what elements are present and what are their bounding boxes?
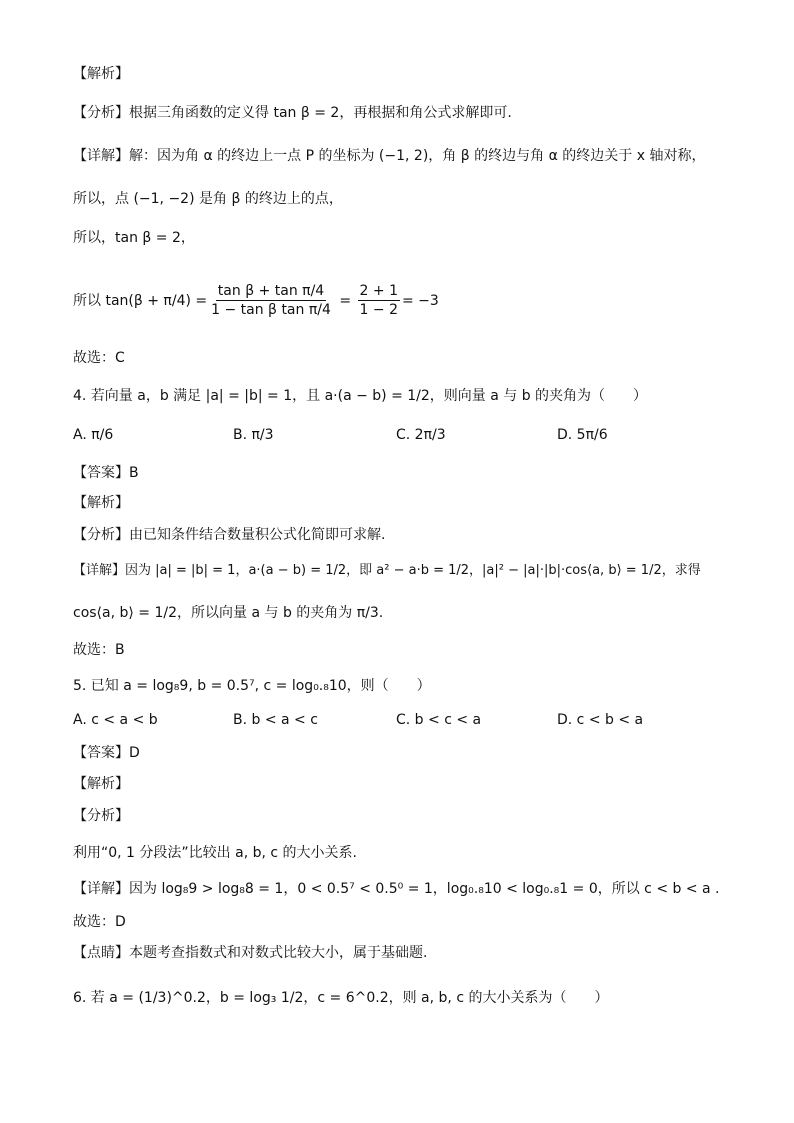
q5-choice: 故选：D bbox=[73, 914, 126, 930]
formula-result: = −3 bbox=[401, 292, 439, 309]
q4-analysis: 【分析】由已知条件结合数量积公式化简即可求解. bbox=[73, 527, 386, 543]
section-jiexi: 【解析】 bbox=[73, 66, 129, 82]
q5-option-a[interactable]: A. c < a < b bbox=[73, 712, 158, 728]
formula-line: 所以 tan(β + π/4) = $\frac{\text{tan β + tan π/4}}{\text{1 − tan β tan π/4}}$ = $\frac{2 + 1}{1 - 2}$ = −3 bbox=[73, 283, 439, 318]
q5-analysis-heading: 【分析】 bbox=[73, 808, 129, 824]
answer-choice-3: 故选：C bbox=[73, 350, 125, 366]
q5-option-b[interactable]: B. b < a < c bbox=[233, 712, 318, 728]
q4-jiexi: 【解析】 bbox=[73, 495, 129, 511]
q4-option-b[interactable]: B. π/3 bbox=[233, 427, 274, 443]
q4-option-d[interactable]: D. 5π/6 bbox=[557, 427, 608, 443]
q4-detail-1: 【详解】因为 |a| = |b| = 1，a·(a − b) = 1/2，即 a² − a·b = 1/2，|a|² − |a|·|b|·cos⟨a, b⟩ = 1/2，求得 bbox=[73, 563, 701, 578]
formula-lead: 所以 tan(β + π/4) = bbox=[73, 292, 208, 309]
q4-choice: 故选：B bbox=[73, 642, 125, 658]
q5-answer: 【答案】D bbox=[73, 745, 140, 761]
q5-option-d[interactable]: D. c < b < a bbox=[557, 712, 644, 728]
q5-dianjing: 【点睛】本题考查指数式和对数式比较大小，属于基础题. bbox=[73, 945, 428, 961]
q4-option-c[interactable]: C. 2π/3 bbox=[396, 427, 446, 443]
detail-paragraph: 【详解】解：因为角 α 的终边上一点 P 的坐标为 (−1, 2)，角 β 的终边与角 α 的终边关于 x 轴对称， bbox=[73, 148, 706, 164]
q5-analysis-text: 利用“0, 1 分段法”比较出 a, b, c 的大小关系. bbox=[73, 845, 357, 861]
formula-tail-fraction bbox=[358, 282, 400, 319]
q5-detail: 【详解】因为 log₈9 > log₈8 = 1，0 < 0.5⁷ < 0.5⁰ = 1，log₀.₈10 < log₀.₈1 = 0，所以 c < b < a . bbox=[73, 881, 720, 897]
formula-tail-denominator: 1 − 2 bbox=[359, 302, 398, 318]
q5-jiexi: 【解析】 bbox=[73, 776, 129, 792]
q4-detail-2: cos⟨a, b⟩ = 1/2，所以向量 a 与 b 的夹角为 π/3. bbox=[73, 605, 384, 621]
formula-main-fraction bbox=[209, 282, 333, 319]
analysis-paragraph: 【分析】根据三角函数的定义得 tan β = 2，再根据和角公式求解即可. bbox=[73, 105, 512, 121]
step-line-2: 所以，tan β = 2， bbox=[73, 230, 195, 246]
q4-option-a[interactable]: A. π/6 bbox=[73, 427, 114, 443]
question-6: 6. 若 a = (1/3)^0.2，b = log₃ 1/2，c = 6^0.2，则 a, b, c 的大小关系为（ ） bbox=[73, 990, 609, 1006]
step-line-1: 所以，点 (−1, −2) 是角 β 的终边上的点， bbox=[73, 191, 343, 207]
formula-tail-numerator: 2 + 1 bbox=[359, 283, 398, 299]
question-5: 5. 已知 a = log₈9, b = 0.5⁷, c = log₀.₈10，则（ ） bbox=[73, 678, 431, 694]
formula-numerator: tan β + tan π/4 bbox=[217, 283, 325, 299]
q5-option-c[interactable]: C. b < c < a bbox=[396, 712, 482, 728]
question-4: 4. 若向量 a，b 满足 |a| = |b| = 1，且 a·(a − b) = 1/2，则向量 a 与 b 的夹角为（ ） bbox=[73, 388, 648, 404]
q4-answer: 【答案】B bbox=[73, 465, 139, 481]
formula-denominator: 1 − tan β tan π/4 bbox=[211, 302, 331, 318]
